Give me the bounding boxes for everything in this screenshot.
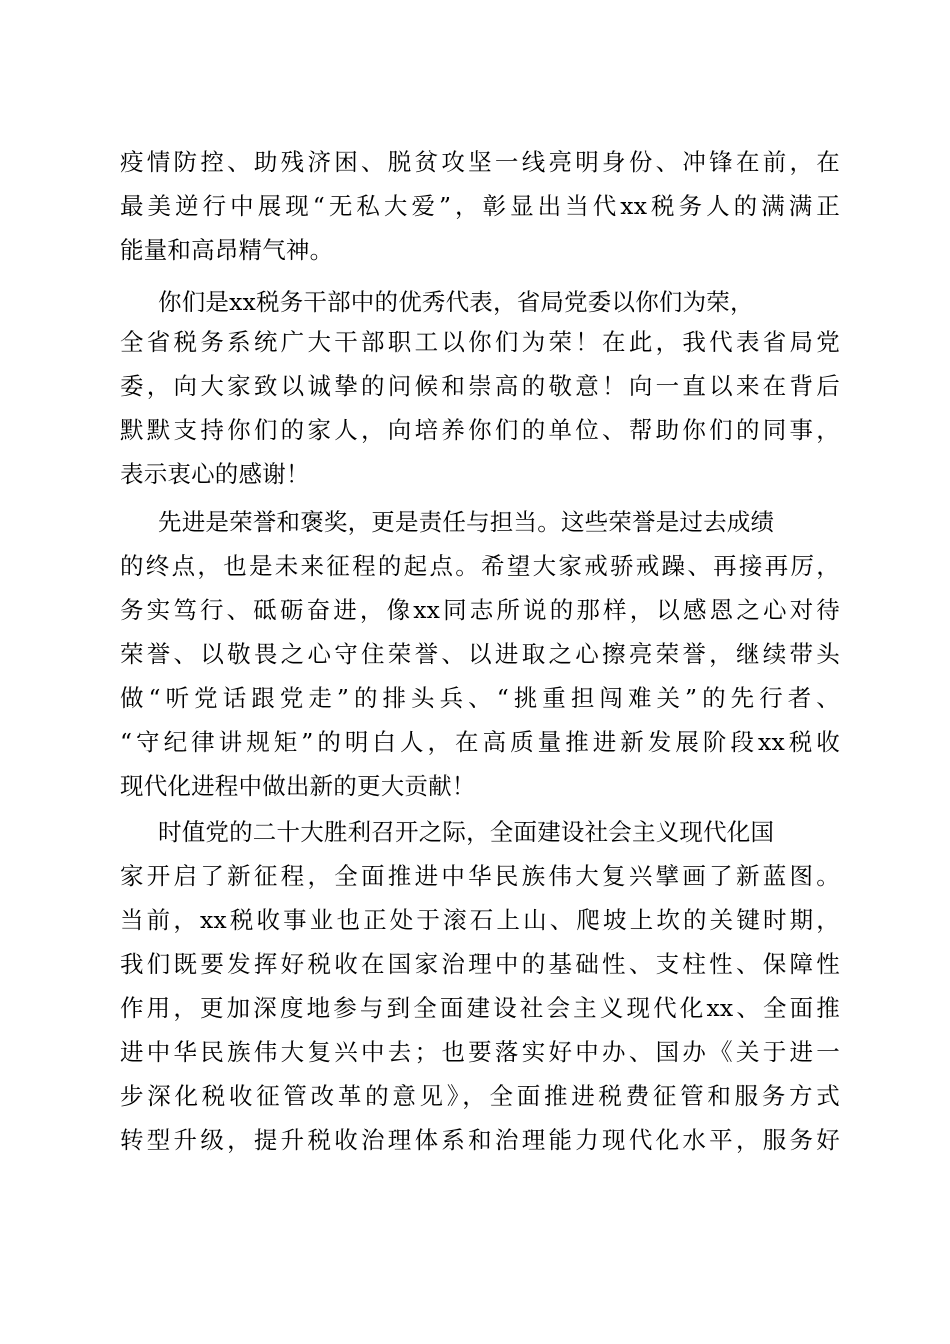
text-line: 务实笃行、砥砺奋进，像xx同志所说的那样，以感恩之心对待 [120, 596, 840, 624]
text-line: 默默支持你们的家人，向培养你们的单位、帮助你们的同事， [120, 416, 840, 444]
text-line: “守纪律讲规矩”的明白人，在高质量推进新发展阶段xx税收 [120, 728, 840, 756]
text-line: 荣誉、以敬畏之心守住荣誉、以进取之心擦亮荣誉，继续带头 [120, 640, 840, 668]
text-line: 最美逆行中展现“无私大爱”，彰显出当代xx税务人的满满正 [120, 192, 840, 220]
text-line: 疫情防控、助残济困、脱贫攻坚一线亮明身份、冲锋在前，在 [120, 148, 840, 176]
text-line: 做“听党话跟党走”的排头兵、“挑重担闯难关”的先行者、 [120, 684, 840, 712]
text-line: 现代化进程中做出新的更大贡献！ [120, 772, 476, 800]
text-line: 转型升级，提升税收治理体系和治理能力现代化水平，服务好 [120, 1126, 840, 1154]
text-line: 先进是荣誉和褒奖，更是责任与担当。这些荣誉是过去成绩 [158, 508, 775, 536]
text-line: 家开启了新征程，全面推进中华民族伟大复兴擘画了新蓝图。 [120, 862, 840, 890]
text-line: 步深化税收征管改革的意见》，全面推进税费征管和服务方式 [120, 1082, 840, 1110]
text-line: 全省税务系统广大干部职工以你们为荣！在此，我代表省局党 [120, 328, 840, 356]
text-line: 你们是xx税务干部中的优秀代表，省局党委以你们为荣， [158, 288, 754, 316]
text-line: 作用，更加深度地参与到全面建设社会主义现代化xx、全面推 [120, 994, 840, 1022]
text-line: 时值党的二十大胜利召开之际，全面建设社会主义现代化国 [158, 818, 775, 846]
text-line: 委，向大家致以诚挚的问候和崇高的敬意！向一直以来在背后 [120, 372, 840, 400]
text-line: 当前，xx税收事业也正处于滚石上山、爬坡上坎的关键时期， [120, 906, 840, 934]
text-line: 能量和高昂精气神。 [120, 236, 334, 264]
text-line: 进中华民族伟大复兴中去；也要落实好中办、国办《关于进一 [120, 1038, 840, 1066]
text-line: 表示衷心的感谢！ [120, 460, 310, 488]
text-line: 我们既要发挥好税收在国家治理中的基础性、支柱性、保障性 [120, 950, 840, 978]
text-line: 的终点，也是未来征程的起点。希望大家戒骄戒躁、再接再厉， [120, 552, 840, 580]
